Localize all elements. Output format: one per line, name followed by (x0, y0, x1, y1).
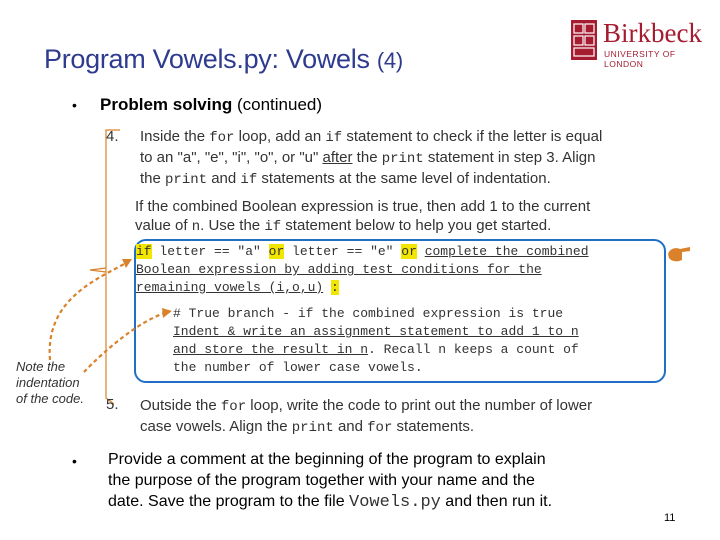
step-5-number: 5. (106, 396, 119, 413)
s4-p2a: If the combined Boolean expression is true, then add 1 to the current (135, 198, 591, 215)
s4-code-if-2: if (240, 172, 258, 188)
s4-code-if: if (325, 130, 343, 146)
code-kw-if: if (136, 244, 152, 259)
s4-code-print: print (381, 151, 424, 167)
s5-t3: case vowels. Align the (140, 418, 292, 435)
step-5-text (140, 396, 680, 438)
s4-p2d: . Use the (200, 217, 265, 234)
s4-t4: to an "a", "e", "i", "o", or "u" (140, 149, 323, 166)
logo-name: Birkbeck (603, 18, 702, 48)
s4-code-for: for (209, 130, 235, 146)
code-c4 (323, 280, 331, 295)
code-comment: # True branch - if the combined expression is true (173, 306, 564, 321)
s4-t1: Inside the (140, 128, 210, 145)
code-if-statement (136, 243, 664, 297)
s5-t5: statements. (392, 418, 475, 435)
s5-t4: and (333, 418, 368, 435)
s4-t3: statement to check if the letter is equal (342, 128, 603, 145)
crest-icon (571, 20, 597, 60)
s5-code-print: print (291, 420, 334, 436)
code-instruction-2: Boolean expression by adding test conditions for the (136, 262, 542, 277)
s4-code-n: n (191, 219, 201, 235)
logo-subtitle: UNIVERSITY OF LONDON (604, 49, 676, 69)
s5-code-for: for (220, 399, 247, 415)
step-4-paragraph-2 (135, 197, 675, 237)
note-line-1: Note the (16, 359, 66, 374)
s4-t7: the (140, 170, 166, 187)
s4-t9: statements at the same level of indentation. (257, 170, 551, 187)
code-branch-line-2: Indent & write an assignment statement to add 1 to n (173, 324, 579, 339)
code-true-branch (173, 305, 653, 377)
s4-t8: and (207, 170, 241, 187)
birkbeck-logo (571, 18, 711, 69)
code-instruction-3: remaining vowels (i,o,u) (136, 280, 324, 295)
bullet-1-symbol: • (72, 97, 77, 113)
crest-shield-icon (571, 20, 597, 60)
note-line-3: of the code. (16, 391, 84, 406)
note-line-2: indentation (16, 375, 80, 390)
code-c3 (417, 244, 425, 259)
title-text: Program Vowels.py: Vowels (44, 44, 377, 74)
code-branch-line-3b: . Recall n keeps a count of (368, 342, 579, 357)
s5-t2: loop, write the code to print out the number of lower (246, 397, 593, 414)
bullet-1-heading (100, 95, 322, 115)
code-kw-or-1: or (268, 244, 285, 259)
bullet-2-symbol: • (72, 453, 77, 469)
s4-t2: loop, add an (234, 128, 326, 145)
code-c1: letter == "a" (151, 244, 269, 259)
b2-line-4: and then run it. (440, 493, 553, 510)
bullet-1-bold: Problem solving (100, 95, 233, 114)
code-branch-line-3: and store the result in n (173, 342, 369, 357)
s4-t5: the (352, 149, 382, 166)
b2-line-2: the purpose of the program together with your name and the (108, 472, 535, 489)
b2-filename: Vowels.py (349, 493, 441, 512)
step-4-text (140, 127, 680, 190)
bullet-1-rest: (continued) (232, 95, 323, 114)
code-kw-or-2: or (401, 244, 417, 259)
slide-title (44, 44, 403, 75)
bullet-2-text (108, 449, 668, 513)
s5-t1: Outside the (140, 397, 221, 414)
code-branch-line-4: the number of lower case vowels. (173, 360, 423, 375)
s4-p2b: value of (135, 217, 192, 234)
indentation-note (16, 359, 96, 407)
page-number: 11 (664, 512, 676, 524)
s4-underline-after: after (322, 149, 353, 166)
code-instruction-1: complete the combined (424, 244, 589, 259)
code-kw-colon: : (331, 280, 339, 295)
title-number: (4) (376, 48, 403, 73)
s5-code-for-2: for (367, 420, 393, 436)
b2-line-3: date. Save the program to the file (108, 493, 350, 510)
code-c2: letter == "e" (284, 244, 402, 259)
s4-t6: statement in step 3. Align (423, 149, 596, 166)
s4-code-print-2: print (165, 172, 208, 188)
pointing-hand-icon (666, 244, 692, 264)
step-4-number: 4. (106, 128, 119, 145)
s4-code-if-3: if (264, 219, 282, 235)
s4-p2f: statement below to help you get started. (281, 217, 552, 234)
b2-line-1: Provide a comment at the beginning of the program to explain (108, 451, 546, 468)
